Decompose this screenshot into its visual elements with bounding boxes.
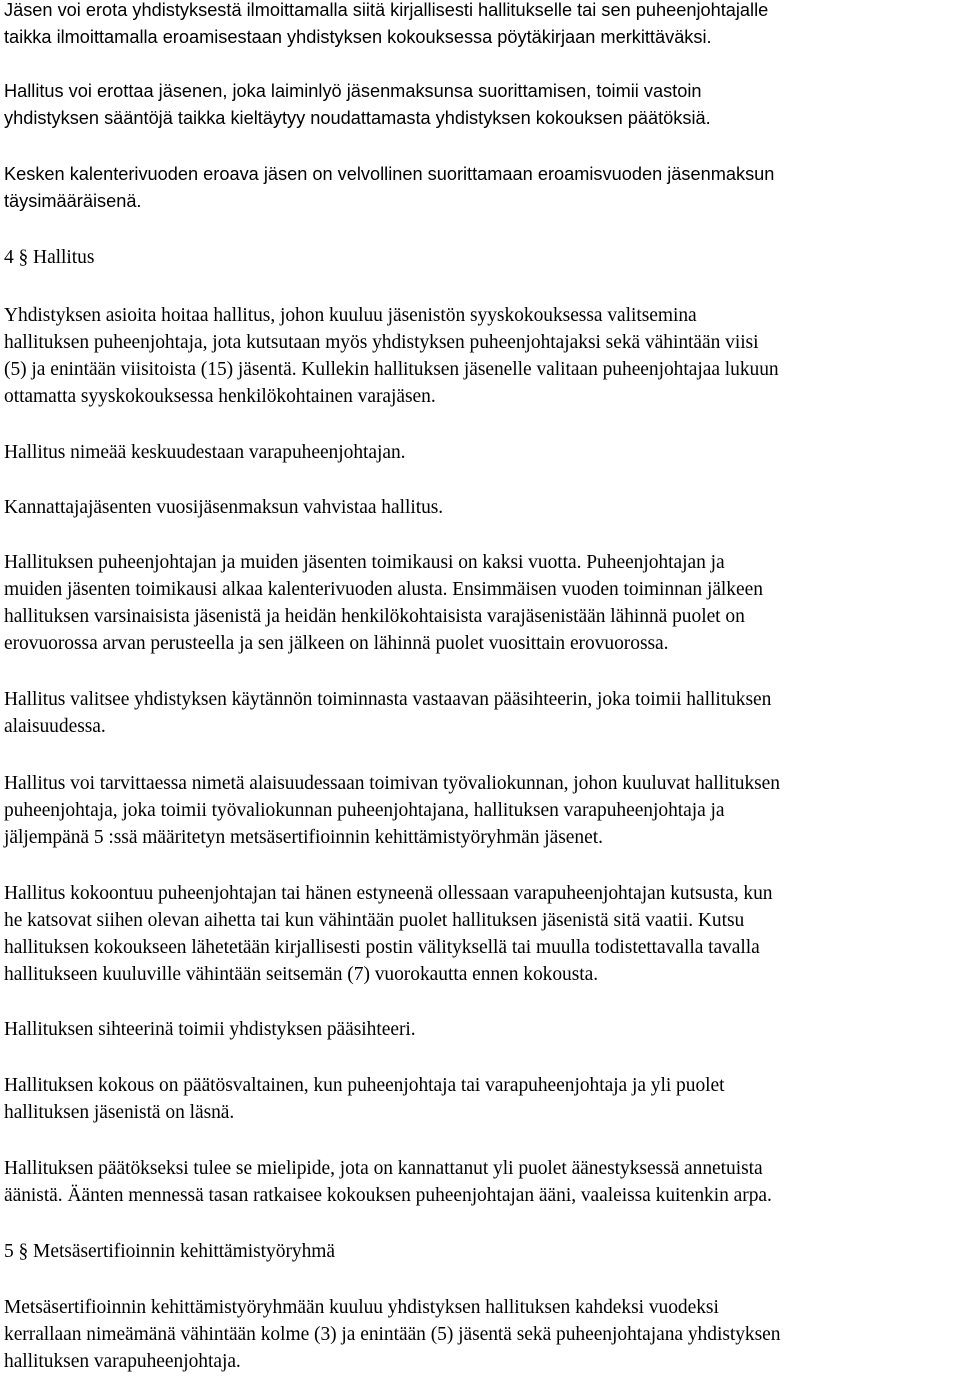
text-line: ottamatta syyskokouksessa henkilökohtainen varajäsen.	[4, 386, 436, 407]
text-line: Hallitus voi erottaa jäsenen, joka laiminlyö jäsenmaksunsa suorittamisen, toimii vastoin	[4, 81, 702, 101]
text-line: yhdistyksen sääntöjä taikka kieltäytyy noudattamasta yhdistyksen kokouksen päätöksiä.	[4, 108, 711, 128]
text-line: hallituksen varapuheenjohtaja.	[4, 1351, 241, 1372]
text-line: täysimääräisenä.	[4, 191, 142, 211]
paragraph-quorum	[4, 1072, 958, 1126]
text-line: hallituksen varsinaisista jäsenistä ja heidän henkilökohtaisista varajäsenistään lähinnä puolet on	[4, 606, 745, 627]
text-line: Hallitus voi tarvittaessa nimetä alaisuudessaan toimivan työvaliokunnan, johon kuuluvat hallituksen	[4, 773, 780, 794]
paragraph-resignation	[4, 0, 958, 51]
paragraph-working-committee	[4, 770, 958, 851]
text-line: hallituksen kokoukseen lähetetään kirjallisesti postin välityksellä tai muulla todistettavalla tavalla	[4, 937, 760, 958]
text-line: Kesken kalenterivuoden eroava jäsen on velvollinen suorittamaan eroamisvuoden jäsenmaksun	[4, 164, 775, 184]
paragraph-vice-chair	[4, 439, 958, 466]
text-line: Kannattajajäsenten vuosijäsenmaksun vahvistaa hallitus.	[4, 497, 444, 518]
paragraph-term-of-office	[4, 549, 958, 657]
paragraph-working-group	[4, 1294, 958, 1375]
section-heading: 5 § Metsäsertifioinnin kehittämistyöryhmä	[4, 1241, 336, 1262]
text-line: erovuorossa arvan perusteella ja sen jälkeen on lähinnä puolet vuosittain erovuorossa.	[4, 633, 669, 654]
paragraph-board-meetings	[4, 880, 958, 988]
text-line: Metsäsertifioinnin kehittämistyöryhmään kuuluu yhdistyksen hallituksen kahdeksi vuodeksi	[4, 1297, 719, 1318]
text-line: puheenjohtaja, joka toimii työvaliokunnan puheenjohtajana, hallituksen varapuheenjohtaja ja	[4, 800, 725, 821]
text-line: Hallituksen kokous on päätösvaltainen, kun puheenjohtaja tai varapuheenjohtaja ja yli puolet	[4, 1075, 725, 1096]
text-line: hallitukseen kuuluville vähintään seitsemän (7) vuorokautta ennen kokousta.	[4, 964, 599, 985]
paragraph-expulsion	[4, 78, 958, 132]
text-line: äänistä. Äänten mennessä tasan ratkaisee kokouksen puheenjohtajan ääni, vaaleissa kuitenkin arpa.	[4, 1185, 772, 1206]
text-line: Hallitus nimeää keskuudestaan varapuheenjohtajan.	[4, 442, 406, 463]
paragraph-secretary-general	[4, 686, 958, 740]
section-heading-hallitus	[4, 244, 958, 271]
text-line: taikka ilmoittamalla eroamisestaan yhdistyksen kokouksessa pöytäkirjaan merkittäväksi.	[4, 27, 712, 47]
text-line: Hallitus kokoontuu puheenjohtajan tai hänen estyneenä ollessaan varapuheenjohtajan kutsusta, kun	[4, 883, 773, 904]
text-line: kerrallaan nimeämänä vähintään kolme (3) ja enintään (5) jäsentä sekä puheenjohtajana yhdistyksen	[4, 1324, 781, 1345]
text-line: muiden jäsenten toimikausi alkaa kalenterivuoden alusta. Ensimmäisen vuoden toiminnan jälkeen	[4, 579, 763, 600]
text-line: Yhdistyksen asioita hoitaa hallitus, johon kuuluu jäsenistön syyskokouksessa valitsemina	[4, 305, 697, 326]
paragraph-supporter-fee	[4, 494, 958, 521]
paragraph-board-composition	[4, 302, 958, 410]
section-heading: 4 § Hallitus	[4, 247, 95, 268]
text-line: hallituksen jäsenistä on läsnä.	[4, 1102, 235, 1123]
paragraph-decisions	[4, 1155, 958, 1209]
text-line: Hallitus valitsee yhdistyksen käytännön toiminnasta vastaavan pääsihteerin, joka toimii hallituksen	[4, 689, 772, 710]
text-line: alaisuudessa.	[4, 716, 106, 737]
paragraph-membership-fee	[4, 161, 958, 215]
paragraph-board-secretary	[4, 1016, 958, 1043]
text-line: Hallituksen päätökseksi tulee se mielipide, jota on kannattanut yli puolet äänestyksessä annetuista	[4, 1158, 763, 1179]
text-line: jäljempänä 5 :ssä määritetyn metsäsertifioinnin kehittämistyöryhmän jäsenet.	[4, 827, 603, 848]
text-line: hallituksen puheenjohtaja, jota kutsutaan myös yhdistyksen puheenjohtajaksi sekä vähintään viisi	[4, 332, 759, 353]
text-line: (5) ja enintään viisitoista (15) jäsentä. Kullekin hallituksen jäsenelle valitaan puheenjohtajaa lukuun	[4, 359, 779, 380]
section-heading-kehittamistyoryhma	[4, 1238, 958, 1265]
text-line: Hallituksen puheenjohtajan ja muiden jäsenten toimikausi on kaksi vuotta. Puheenjohtajan ja	[4, 552, 725, 573]
text-line: Hallituksen sihteerinä toimii yhdistyksen pääsihteeri.	[4, 1019, 416, 1040]
text-line: Jäsen voi erota yhdistyksestä ilmoittamalla siitä kirjallisesti hallitukselle tai sen puheenjohtajalle	[4, 0, 769, 20]
text-line: he katsovat siihen olevan aihetta tai kun vähintään puolet hallituksen jäsenistä sitä vaatii. Kutsu	[4, 910, 745, 931]
